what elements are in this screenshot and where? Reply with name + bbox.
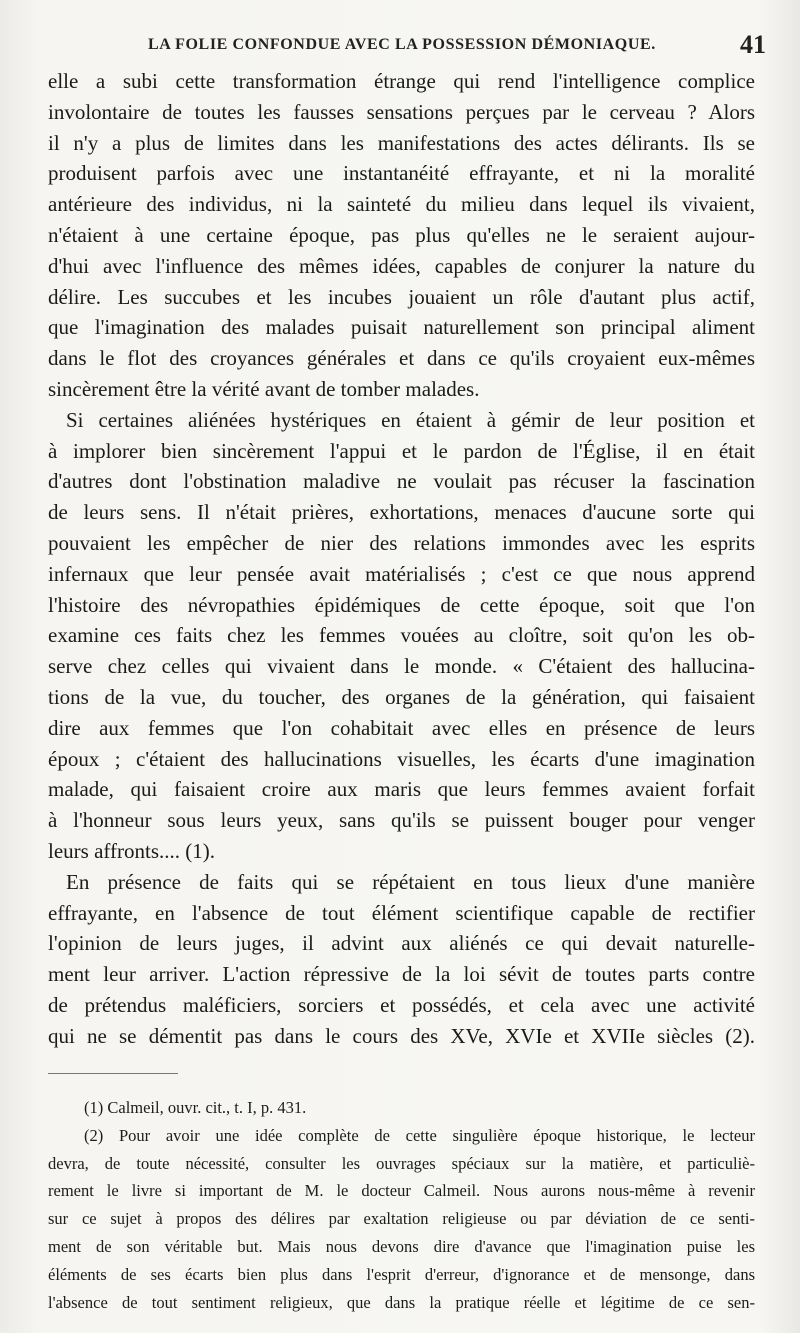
footnote-1: (1) Calmeil, ouvr. cit., t. I, p. 431. [84,1098,307,1117]
footnote-2-line: sur ce sujet à propos des délires par exaltation religieuse ou par déviation de ce senti- [48,1209,755,1229]
text-line: ment leur arriver. L'action répressive de la loi sévit de toutes parts contre [48,962,755,987]
text-line: qui ne se démentit pas dans le cours des XVe, XVIe et XVIIe siècles (2). [48,1023,755,1048]
body-text [48,66,755,1052]
text-line: n'étaient à une certaine époque, pas plus qu'elles ne le seraient aujour- [48,222,755,247]
text-line: à implorer bien sincèrement l'appui et le pardon de l'Église, il en était [48,438,755,463]
text-line: involontaire de toutes les fausses sensations perçues par le cerveau ? Alors [48,99,755,124]
running-head [48,30,766,60]
footnote-2-line: éléments de ses écarts bien plus dans l'esprit d'erreur, d'ignorance et de mensonge, dans [48,1264,755,1284]
text-line: de prétendus maléficiers, sorciers et possédés, et cela avec une activité [48,992,755,1017]
footnote-2-line: ment de son véritable but. Mais nous devons dire d'avance que l'imagination puise les [48,1236,755,1256]
text-line: tions de la vue, du toucher, des organes de la génération, qui faisaient [48,684,755,709]
text-line: pouvaient les empêcher de nier des relations immondes avec les esprits [48,530,755,555]
footnote-separator [48,1073,178,1074]
footnote-2-line: devra, de toute nécessité, consulter les ouvrages spéciaux sur la matière, et particuliè- [48,1153,755,1173]
footnote-2-line: (2) Pour avoir une idée complète de cette singulière époque historique, le lecteur [84,1125,755,1145]
paragraph-3 [48,867,755,1052]
text-line: effrayante, en l'absence de tout élément scientifique capable de rectifier [48,900,755,925]
text-line: antérieure des individus, ni la sainteté du milieu dans lequel ils vivaient, [48,192,755,217]
text-line: il n'y a plus de limites dans les manifestations des actes délirants. Ils se [48,130,755,155]
text-line: de leurs sens. Il n'était prières, exhortations, menaces d'aucune sorte qui [48,500,755,525]
text-line: examine ces faits chez les femmes vouées au cloître, soit qu'on les ob- [48,623,755,648]
text-line: l'opinion de leurs juges, il advint aux aliénés ce qui devait naturelle- [48,931,755,956]
text-line: l'histoire des névropathies épidémiques de cette époque, soit que l'on [48,592,755,617]
text-line: à l'honneur sous leurs yeux, sans qu'ils se puissent bouger pour venger [48,808,755,833]
text-line: produisent parfois avec une instantanéité effrayante, et ni la moralité [48,161,755,186]
text-line: serve chez celles qui vivaient dans le monde. « C'étaient des hallucina- [48,654,755,679]
page-number: 41 [740,30,766,59]
text-line: dans le flot des croyances générales et dans ce qu'ils croyaient eux-mêmes [48,346,755,371]
text-line: que l'imagination des malades puisait naturellement son principal aliment [48,315,755,340]
text-line: dire aux femmes que l'on cohabitait avec elles en présence de leurs [48,715,755,740]
footnotes [48,1094,755,1316]
text-line: sincèrement être la vérité avant de tomber malades. [48,376,480,401]
paragraph-1 [48,66,755,405]
text-line: époux ; c'étaient des hallucinations visuelles, les écarts d'une imagination [48,746,755,771]
text-line: Si certaines aliénées hystériques en étaient à gémir de leur position et [66,407,755,432]
paragraph-2 [48,405,755,867]
footnote-2-line: rement le livre si important de M. le docteur Calmeil. Nous aurons nous-même à revenir [48,1181,755,1201]
footnote-2-line: l'absence de tout sentiment religieux, que dans la pratique réelle et légitime de ce sen- [48,1292,755,1312]
running-title: LA FOLIE CONFONDUE AVEC LA POSSESSION DÉMONIAQUE. [148,36,656,53]
text-line: En présence de faits qui se répétaient en tous lieux d'une manière [66,869,755,894]
text-line: malade, qui faisaient croire aux maris que leurs femmes avaient forfait [48,777,755,802]
text-line: elle a subi cette transformation étrange qui rend l'intelligence complice [48,69,755,93]
text-line: d'hui avec l'influence des mêmes idées, capables de conjurer la nature du [48,253,755,278]
text-line: leurs affronts.... (1). [48,838,215,863]
text-line: infernaux que leur pensée avait matérialisés ; c'est ce que nous apprend [48,561,755,586]
text-line: d'autres dont l'obstination maladive ne voulait pas récuser la fascination [48,469,755,494]
text-line: délire. Les succubes et les incubes jouaient un rôle d'autant plus actif, [48,284,755,309]
